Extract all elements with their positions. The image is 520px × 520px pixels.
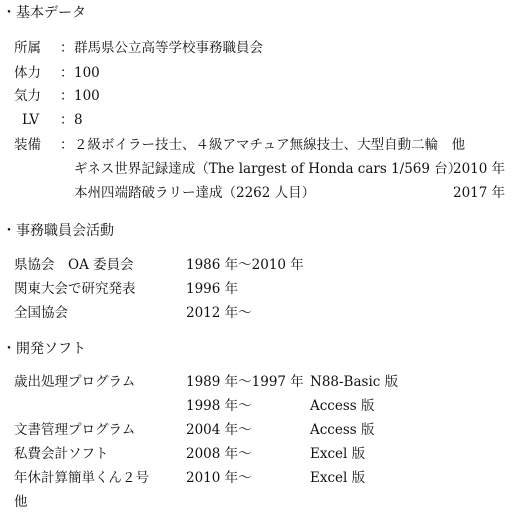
software-name: 歳出処理プログラム [14, 374, 136, 390]
equipment-line-3-year: 2017 年 [453, 185, 506, 201]
software-version: Access 版 [310, 398, 375, 414]
software-name: 私費会計ソフト [14, 446, 109, 462]
software-version: Access 版 [310, 422, 375, 438]
equipment-line-3: 本州四端踏破ラリー達成（2262 人目） [74, 185, 316, 201]
software-period: 1989 年〜1997 年 [186, 374, 304, 390]
software-period: 1998 年〜 [186, 398, 252, 414]
bullet-icon: ・ [2, 5, 16, 21]
software-name: 年休計算簡単くん２号 [14, 470, 149, 486]
affiliation-sep: ： [60, 40, 74, 56]
spirit-label: 気力 [14, 88, 41, 104]
stamina-label: 体力 [14, 65, 41, 81]
software-period: 2004 年〜 [186, 422, 252, 438]
heading-text: 基本データ [16, 5, 86, 21]
equipment-sep: ： [60, 137, 74, 153]
level-label: LV [22, 112, 40, 128]
spirit-value: 100 [74, 88, 100, 104]
level-sep: ： [60, 112, 74, 128]
level-value: 8 [74, 112, 83, 128]
affiliation-label: 所属 [14, 40, 41, 56]
software-period: 2010 年〜 [186, 470, 252, 486]
equipment-line-1: ２級ボイラー技士、４級アマチュア無線技士、大型自動二輪 他 [74, 137, 466, 153]
software-version: Excel 版 [310, 470, 366, 486]
equipment-line-2: ギネス世界記録達成（The largest of Honda cars 1/569 台） [74, 161, 462, 177]
software-name: 文書管理プログラム [14, 422, 136, 438]
activity-period: 1986 年〜2010 年 [186, 257, 304, 273]
section-heading-software [2, 342, 86, 356]
heading-text: 開発ソフト [16, 341, 86, 357]
software-version: Excel 版 [310, 446, 366, 462]
activity-period: 2012 年〜 [186, 305, 252, 321]
activity-name: 全国協会 [14, 305, 68, 321]
bullet-icon: ・ [2, 341, 16, 357]
software-version: N88-Basic 版 [310, 374, 399, 390]
stamina-sep: ： [60, 65, 74, 81]
bullet-icon: ・ [2, 223, 16, 239]
equipment-label: 装備 [14, 137, 41, 153]
section-heading-basic [2, 6, 86, 20]
affiliation-value: 群馬県公立高等学校事務職員会 [74, 40, 263, 56]
activity-name: 県協会 OA 委員会 [14, 257, 134, 273]
activity-name: 関東大会で研究発表 [14, 281, 136, 297]
activity-period: 1996 年 [186, 281, 239, 297]
stamina-value: 100 [74, 65, 100, 81]
heading-text: 事務職員会活動 [16, 223, 114, 239]
software-period: 2008 年〜 [186, 446, 252, 462]
section-heading-activities [2, 224, 114, 238]
software-other: 他 [14, 494, 28, 510]
equipment-line-2-year: 2010 年 [453, 161, 506, 177]
spirit-sep: ： [60, 88, 74, 104]
